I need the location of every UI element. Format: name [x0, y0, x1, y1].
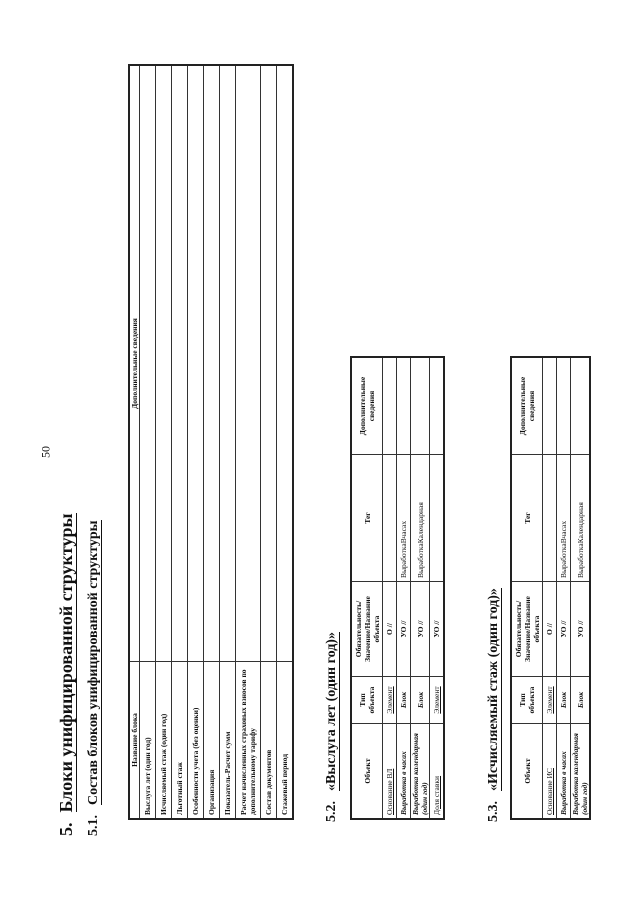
requirement-value: УО // [430, 582, 445, 677]
tag-value: ВыработкаКалендарная [411, 455, 430, 582]
block-name: Показатель-Расчет сумм [220, 662, 236, 820]
table-row [172, 65, 188, 819]
section-5-1-number: 5.1. [86, 815, 101, 836]
section-5-number: 5. [56, 822, 76, 836]
extra-info-cell [204, 65, 220, 662]
requirement-value: УО // [397, 582, 411, 677]
section-5-1-title: Состав блоков унифицированной структуры [86, 520, 101, 805]
object-name: Выработка календарная (один год) [411, 724, 430, 820]
section-5-2-heading [324, 632, 340, 822]
extra-info-cell [430, 357, 445, 455]
column-header: Название блока [129, 662, 140, 820]
table-row [204, 65, 220, 819]
extra-info-cell [411, 357, 430, 455]
table-row [156, 65, 172, 819]
column-header: Объект [511, 724, 543, 820]
table-row [261, 65, 277, 819]
block-name: Льготный стаж [172, 662, 188, 820]
section-5-title: Блоки унифицированной структуры [56, 513, 76, 813]
object-type: Блок [411, 677, 430, 724]
column-header: Дополнительные сведения [511, 357, 543, 455]
table-row [397, 357, 411, 819]
block-name: Расчет начисленных страховых взносов по дополнительному тарифу [236, 662, 261, 820]
table-row [140, 65, 156, 819]
table-row [543, 357, 557, 819]
extra-info-cell [236, 65, 261, 662]
column-header: Объект [351, 724, 383, 820]
table-row [571, 357, 591, 819]
tag-value: ВыработкаВчасах [557, 455, 571, 582]
block-name: Стажевый период [277, 662, 294, 820]
extra-info-cell [140, 65, 156, 662]
requirement-value: О // [543, 582, 557, 677]
table-row [220, 65, 236, 819]
table-row [557, 357, 571, 819]
rotated-page-content [50, 52, 590, 852]
section-5-heading [56, 513, 77, 836]
extra-info-cell [557, 357, 571, 455]
object-name: Выработка в часах [557, 724, 571, 820]
object-type-link[interactable]: Элемент [543, 677, 557, 724]
section-5-3-heading [486, 588, 502, 822]
section-5-1-heading [86, 520, 102, 836]
column-header: Обязательность/Значение/Название объекта [511, 582, 543, 677]
requirement-value: УО // [557, 582, 571, 677]
section-5-3-number: 5.3. [486, 801, 501, 822]
requirement-value: УО // [571, 582, 591, 677]
table-row [383, 357, 397, 819]
block-name: Выслуга лет (один год) [140, 662, 156, 820]
table-header-row [129, 65, 140, 819]
block-name: Состав документов [261, 662, 277, 820]
object-type: Блок [397, 677, 411, 724]
block-name: Исчисляемый стаж (один год) [156, 662, 172, 820]
tag-value [430, 455, 445, 582]
seniority-table [350, 356, 445, 820]
tag-value: ВыработкаКалендарная [571, 455, 591, 582]
object-name: Выработка в часах [397, 724, 411, 820]
column-header: Обязательность/Значение/Название объекта [351, 582, 383, 677]
object-type: Блок [557, 677, 571, 724]
extra-info-cell [571, 357, 591, 455]
tag-value: ВыработкаВчасах [397, 455, 411, 582]
column-header: Дополнительные сведения [129, 65, 140, 662]
table-row [430, 357, 445, 819]
object-type-link[interactable]: Элемент [383, 677, 397, 724]
object-link[interactable]: Основание ИС [543, 724, 557, 820]
table-row [188, 65, 204, 819]
extra-info-cell [261, 65, 277, 662]
column-header: Дополнительные сведения [351, 357, 383, 455]
section-5-2-title: «Выслуга лет (один год)» [324, 632, 339, 791]
object-name: Выработка календарная (один год) [571, 724, 591, 820]
extra-info-cell [172, 65, 188, 662]
table-row [236, 65, 261, 819]
object-link[interactable]: Доля ставки [430, 724, 445, 820]
section-5-3-title: «Исчисляемый стаж (один год)» [486, 588, 501, 791]
object-type-link[interactable]: Элемент [430, 677, 445, 724]
table-row [411, 357, 430, 819]
table-header-row [511, 357, 543, 819]
extra-info-cell [383, 357, 397, 455]
requirement-value: УО // [411, 582, 430, 677]
tag-value [543, 455, 557, 582]
section-5-2-number: 5.2. [324, 801, 339, 822]
column-header: Тип объекта [511, 677, 543, 724]
page-number: 50 [38, 446, 53, 458]
column-header: Тип объекта [351, 677, 383, 724]
block-name: Особенности учета (без оценки) [188, 662, 204, 820]
tag-value [383, 455, 397, 582]
extra-info-cell [543, 357, 557, 455]
object-link[interactable]: Основание ВЛ [383, 724, 397, 820]
requirement-value: О // [383, 582, 397, 677]
extra-info-cell [188, 65, 204, 662]
calculated-experience-table [510, 356, 591, 820]
extra-info-cell [156, 65, 172, 662]
block-name: Организация [204, 662, 220, 820]
extra-info-cell [220, 65, 236, 662]
object-type: Блок [571, 677, 591, 724]
column-header: Тег [511, 455, 543, 582]
blocks-table [128, 64, 294, 820]
extra-info-cell [397, 357, 411, 455]
extra-info-cell [277, 65, 294, 662]
table-row [277, 65, 294, 819]
column-header: Тег [351, 455, 383, 582]
table-header-row [351, 357, 383, 819]
